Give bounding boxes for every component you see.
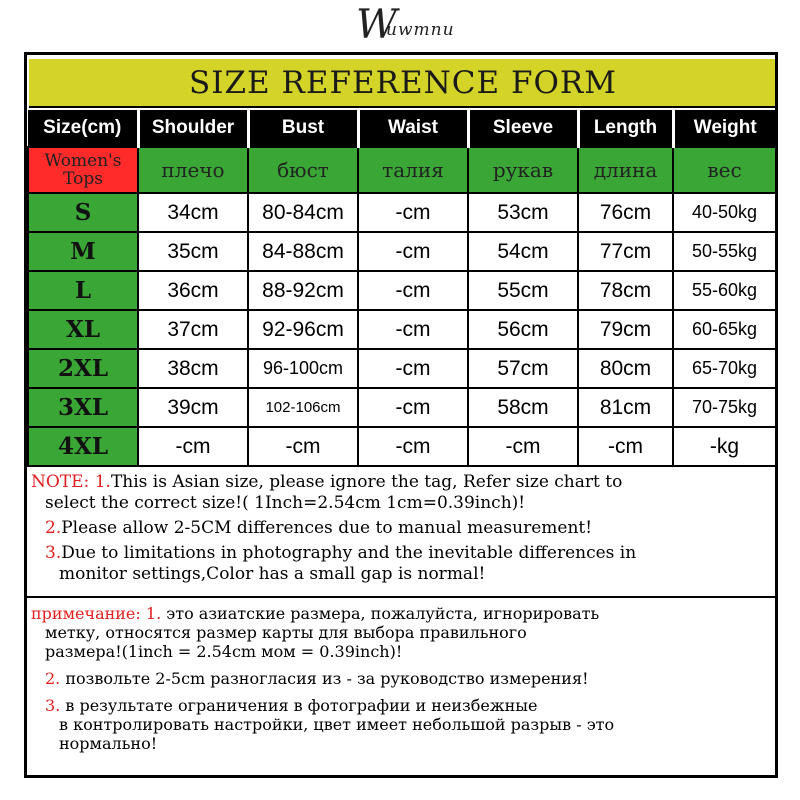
length-cell: -cm <box>578 427 673 466</box>
note-ru-3-number: 3. <box>45 696 61 715</box>
note-en-3 <box>31 543 771 564</box>
table-row <box>28 427 776 466</box>
length-cell: 79cm <box>578 310 673 349</box>
size-label: S <box>28 193 138 232</box>
table-row <box>28 310 776 349</box>
weight-cell: 70-75kg <box>673 388 776 427</box>
header-waist: Waist <box>358 110 468 147</box>
notes-english <box>27 470 775 598</box>
ru-label-weight: вес <box>673 147 776 193</box>
note-ru-1-number: 1. <box>145 604 162 623</box>
header-shoulder: Shoulder <box>138 110 248 147</box>
weight-cell: 65-70kg <box>673 349 776 388</box>
note-en-3-cont: monitor settings,Color has a small gap is normal! <box>59 564 486 584</box>
shoulder-cell: 38cm <box>138 349 248 388</box>
russian-labels-row <box>28 147 776 193</box>
bust-cell: -cm <box>248 427 358 466</box>
bust-cell: 88-92cm <box>248 271 358 310</box>
weight-cell: 50-55kg <box>673 232 776 271</box>
waist-cell: -cm <box>358 232 468 271</box>
ru-label-bust: бюст <box>248 147 358 193</box>
ru-label-waist: талия <box>358 147 468 193</box>
sleeve-cell: 54cm <box>468 232 578 271</box>
waist-cell: -cm <box>358 193 468 232</box>
note-ru-3-text-a: в результате ограничения в фотографии и неизбежные <box>65 696 538 715</box>
table-row <box>28 193 776 232</box>
brand-logo-initial: W <box>356 2 398 48</box>
bust-cell: 92-96cm <box>248 310 358 349</box>
shoulder-cell: 39cm <box>138 388 248 427</box>
header-size: Size(cm) <box>28 110 138 147</box>
weight-cell: 40-50kg <box>673 193 776 232</box>
note-ru-3-cont-b: в контролировать настройки, цвет имеет небольшой разрыв - это <box>59 715 615 734</box>
shoulder-cell: 36cm <box>138 271 248 310</box>
note-ru-1 <box>31 604 771 623</box>
header-weight: Weight <box>673 110 776 147</box>
note-en-2 <box>31 518 771 539</box>
note-en-1-cont: select the correct size!( 1Inch=2.54cm 1cm=0.39inch)! <box>45 493 526 513</box>
weight-cell: 60-65kg <box>673 310 776 349</box>
note-en-2-number: 2. <box>45 518 62 538</box>
table-row <box>28 271 776 310</box>
size-chart-frame <box>24 52 778 778</box>
header-sleeve: Sleeve <box>468 110 578 147</box>
table-row <box>28 388 776 427</box>
note-en-1-number: 1. <box>94 472 111 492</box>
table-row <box>28 232 776 271</box>
length-cell: 77cm <box>578 232 673 271</box>
note-en-1-text-a: This is Asian size, please ignore the tag, Refer size chart to <box>110 472 623 492</box>
note-ru-1-cont-b: метку, относятся размер карты для выбора правильного <box>45 623 527 642</box>
bust-cell: 102-106cm <box>248 388 358 427</box>
header-length: Length <box>578 110 673 147</box>
shoulder-cell: 34cm <box>138 193 248 232</box>
note-ru-2 <box>31 669 771 688</box>
size-table <box>27 110 777 467</box>
length-cell: 76cm <box>578 193 673 232</box>
size-label: L <box>28 271 138 310</box>
note-ru-1-cont-c: размера!(1inch = 2.54cm мом = 0.39inch)! <box>45 642 403 661</box>
bust-cell: 80-84cm <box>248 193 358 232</box>
sleeve-cell: 53cm <box>468 193 578 232</box>
size-label: 4XL <box>28 427 138 466</box>
note-ru-2-text: позвольте 2-5cm разногласия из - за руководство измерения! <box>65 669 589 688</box>
table-row <box>28 349 776 388</box>
brand-logo-rest: uwmnu <box>386 20 455 40</box>
notes-russian <box>27 600 775 775</box>
note-ru-2-number: 2. <box>45 669 61 688</box>
length-cell: 80cm <box>578 349 673 388</box>
title-band <box>27 55 775 110</box>
waist-cell: -cm <box>358 310 468 349</box>
sleeve-cell: 57cm <box>468 349 578 388</box>
waist-cell: -cm <box>358 349 468 388</box>
sleeve-cell: 58cm <box>468 388 578 427</box>
size-label: 3XL <box>28 388 138 427</box>
note-ru-3-cont-c: нормально! <box>59 734 158 753</box>
note-en-2-text: Please allow 2-5CM differences due to manual measurement! <box>61 518 593 538</box>
brand-logo <box>356 2 476 50</box>
note-ru-label: примечание: <box>31 604 141 623</box>
ru-label-length: длина <box>578 147 673 193</box>
note-en-3-number: 3. <box>45 543 62 563</box>
size-label: M <box>28 232 138 271</box>
weight-cell: -kg <box>673 427 776 466</box>
womens-tops-label: Women's Tops <box>28 147 138 193</box>
note-en-3-text-a: Due to limitations in photography and the inevitable differences in <box>61 543 637 563</box>
size-label: 2XL <box>28 349 138 388</box>
length-cell: 81cm <box>578 388 673 427</box>
header-bust: Bust <box>248 110 358 147</box>
shoulder-cell: -cm <box>138 427 248 466</box>
bust-cell: 84-88cm <box>248 232 358 271</box>
note-ru-1-text-a: это азиатские размера, пожалуйста, игнорировать <box>166 604 600 623</box>
note-en-label: NOTE: <box>31 472 90 492</box>
waist-cell: -cm <box>358 427 468 466</box>
page-title: SIZE REFERENCE FORM <box>29 59 777 108</box>
ru-label-shoulder: плечо <box>138 147 248 193</box>
waist-cell: -cm <box>358 388 468 427</box>
length-cell: 78cm <box>578 271 673 310</box>
bust-cell: 96-100cm <box>248 349 358 388</box>
ru-label-sleeve: рукав <box>468 147 578 193</box>
note-ru-3 <box>31 696 771 715</box>
weight-cell: 55-60kg <box>673 271 776 310</box>
shoulder-cell: 35cm <box>138 232 248 271</box>
waist-cell: -cm <box>358 271 468 310</box>
table-header-row <box>28 110 776 147</box>
sleeve-cell: -cm <box>468 427 578 466</box>
sleeve-cell: 55cm <box>468 271 578 310</box>
shoulder-cell: 37cm <box>138 310 248 349</box>
size-label: XL <box>28 310 138 349</box>
sleeve-cell: 56cm <box>468 310 578 349</box>
note-en-1 <box>31 472 771 493</box>
